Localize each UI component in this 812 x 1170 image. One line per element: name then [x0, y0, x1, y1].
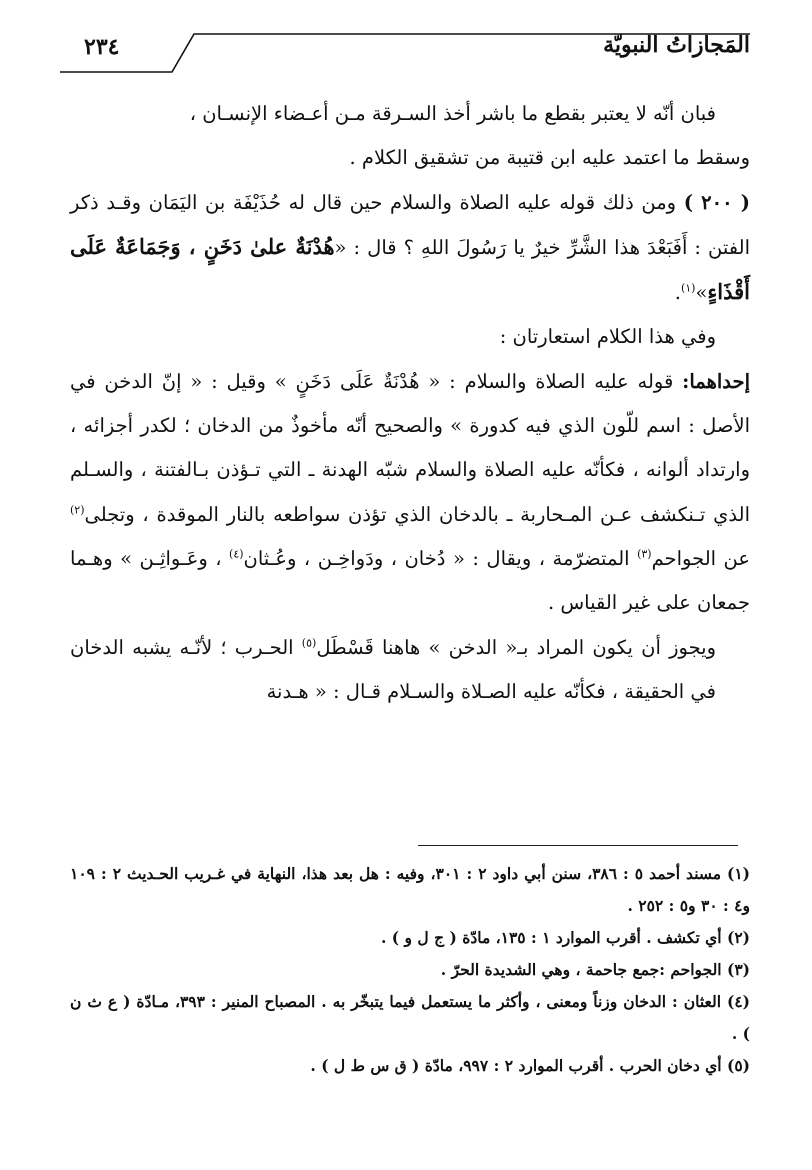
p4-label: إحداهما: — [682, 369, 750, 393]
p5-text-a: ويجوز أن يكون المراد بـ« الدخن » هاهنا قَسْطَل — [316, 635, 717, 659]
p1-line1: فبان أنّه لا يعتبر بقطع ما باشر أخذ السـرقة مـن أعـضاء الإنسـان ، — [189, 102, 716, 125]
p2-end: . — [674, 281, 681, 305]
p3-text: وفي هذا الكلام استعارتان : — [499, 325, 716, 349]
footnote-ref-4[interactable]: (٤) — [229, 547, 244, 561]
running-header — [60, 28, 750, 74]
hadith-quote: هُدْنَةٌ علىٰ دَخَنٍ ، وَجَمَاعَةٌ عَلَى أَقْذَاءٍ — [70, 233, 750, 305]
p2-text-b: » — [695, 281, 708, 305]
footnote-4: (٤) العثان : الدخان وزناً ومعنى ، وأكثر ما يستعمل فيما يتبخّر به . المصباح المنير : ٣٩٣، مـادّة ( ع ث ن ) . — [70, 992, 750, 1043]
p4-text-b: عن الجواحم — [651, 546, 751, 570]
p4-text-c: المتضرّمة ، ويقال : « دُخان ، ودَواخِـن ، وعُـثان — [243, 546, 638, 570]
footnote-2: (٢) أي تكشف . أقرب الموارد ١ : ١٣٥، مادّة ( ج ل و ) . — [381, 928, 750, 947]
paragraph-1-end — [70, 136, 750, 180]
p5-text-b: الحـرب ؛ لأنّـه يشبه الدخان في الحقيقة ، فكأنّه عليه الصـلاة والسـلام قـال : « هـدنة — [70, 635, 716, 703]
p4-text-a: قوله عليه الصلاة والسلام : « هُدْنَةٌ عَلَى دَخَنٍ » وقيل : « إنّ الدخن في الأصل : اسم للّون الذي فيه كدورة » والصحيح أنّه مأخوذٌ من الدخان ؛ لكدر أجزائه ، وارتداد ألوانه ، فكأنّه عليه الصلاة والسلام شبّه الهدنة ـ التي تـؤذن بـالفتنة ، والسـلم الذي تـنكشف عـن المـحاربة ـ بالدخان الذي تؤذن سواطعه بالنار الموقدة ، وتجلى — [70, 369, 750, 526]
main-text — [70, 92, 750, 714]
header-title: المَجازاتُ النبويّة — [603, 32, 750, 58]
footnotes — [70, 858, 750, 1082]
footnote-ref-3[interactable]: (٣) — [637, 547, 652, 561]
paragraph-4 — [70, 360, 750, 626]
paragraph-2 — [70, 181, 750, 316]
footnote-1: (١) مسند أحمد ٥ : ٣٨٦، سنن أبي داود ٢ : ٣٠١، وفيه : هل بعد هذا، النهاية في غـريب الحـديث ٢ : ١٠٩ و٤ : ٣٠ و٥ : ٢٥٢ . — [70, 864, 750, 915]
footnote-divider — [418, 845, 738, 846]
paragraph-1 — [70, 92, 750, 136]
footnote-3: (٣) الجواحم :جمع جاحمة ، وهي الشديدة الحرّ . — [440, 960, 750, 979]
footnote-ref-2[interactable]: (٢) — [70, 503, 85, 517]
footnote-ref-1[interactable]: (١) — [680, 281, 696, 295]
page-number: ٢٣٤ — [84, 34, 120, 60]
p4-text-d: ، وعَـواثِـن » وهـما جمعان على غير القياس . — [70, 546, 750, 615]
p2-text-a: ومن ذلك قوله عليه الصلاة والسلام حين قال له حُذَيْفَة بن اليَمَان وقـد ذكر الفتن : أَفَبَعْدَ هذا الشَّرِّ خيرٌ يا رَسُولَ اللهِ ؟ قال : « — [70, 190, 751, 259]
paragraph-5 — [70, 626, 750, 715]
footnote-ref-5[interactable]: (٥) — [301, 636, 317, 650]
paragraph-3 — [70, 315, 750, 359]
footnote-5: (٥) أي دخان الحرب . أقرب الموارد ٢ : ٩٩٧، مادّة ( ق س ط ل ) . — [310, 1056, 750, 1075]
p1-line2: وسقط ما اعتمد عليه ابن قتيبة من تشقيق الكلام . — [349, 146, 750, 170]
entry-number: ( ٢٠٠ ) — [683, 190, 751, 214]
